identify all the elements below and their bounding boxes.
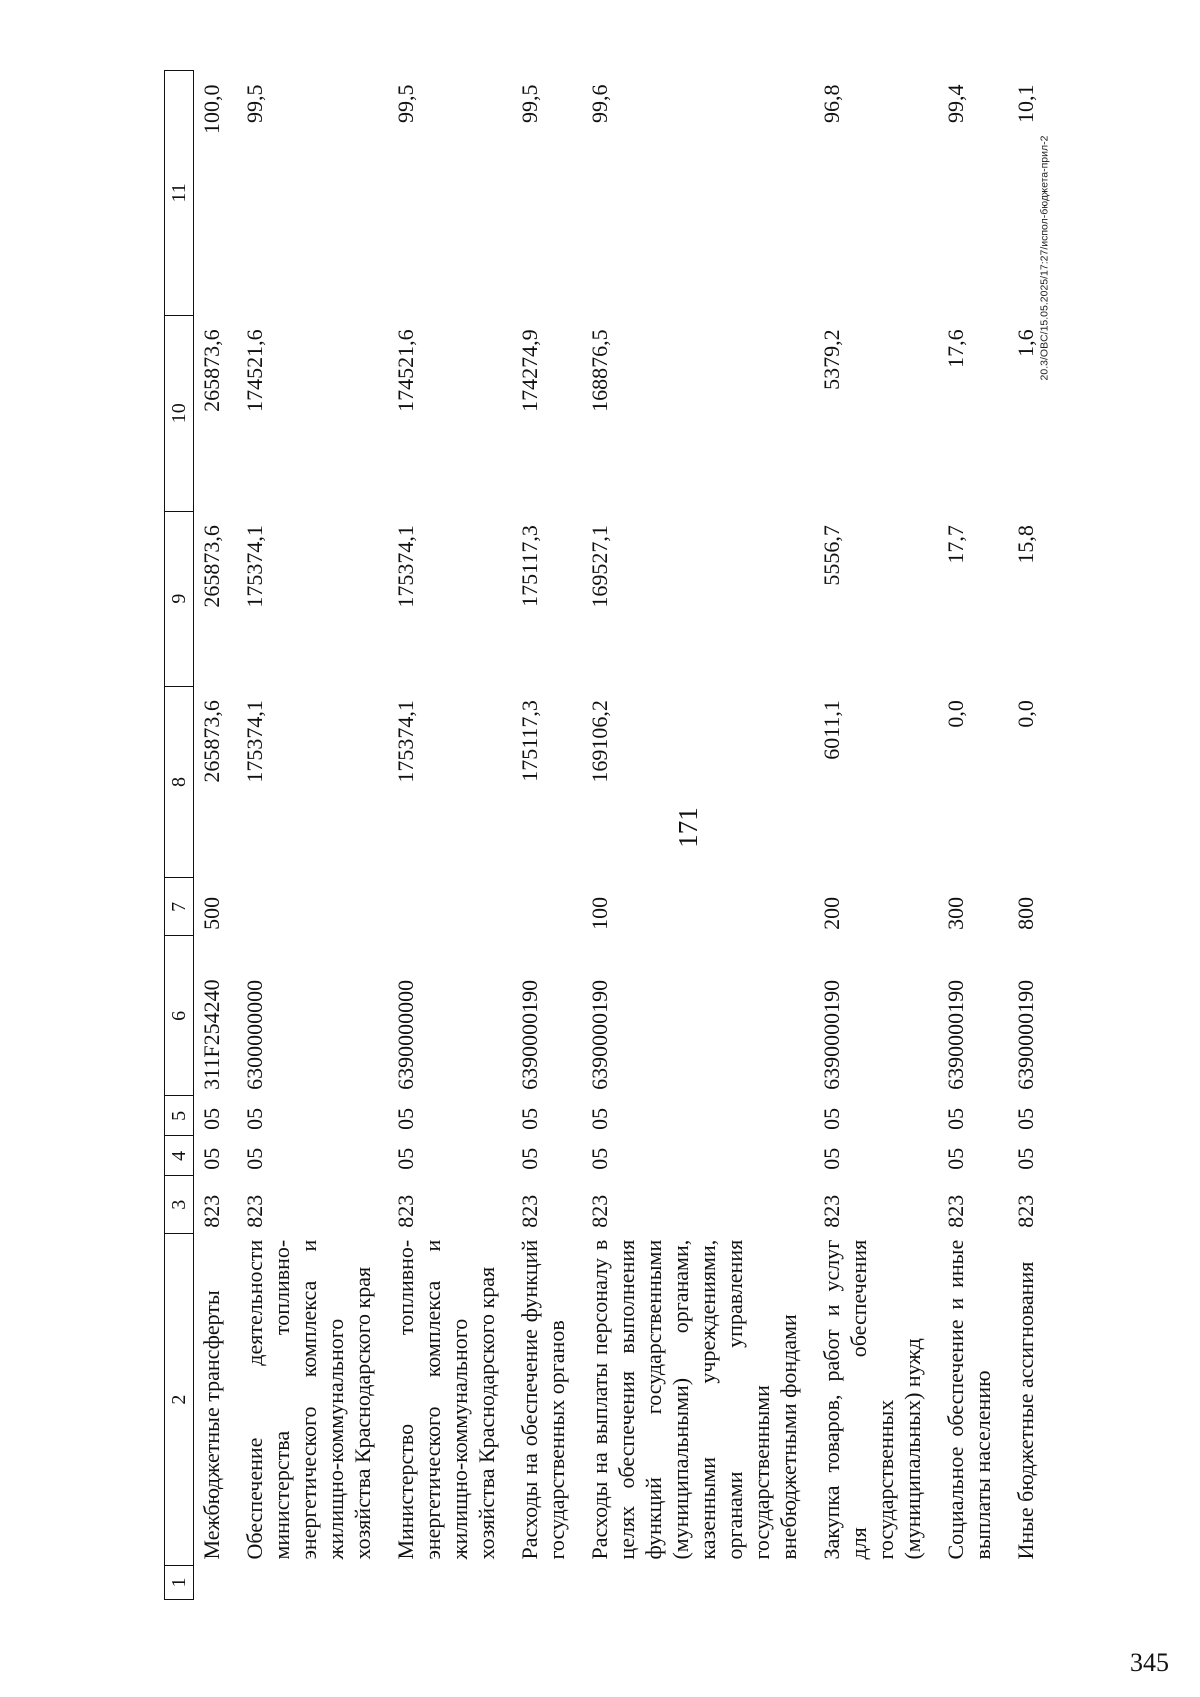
table-cell-c1 [194, 1566, 238, 1600]
column-header: 8 [165, 686, 194, 878]
table-cell-c11: 99,5 [393, 84, 418, 123]
table-cell-c6: 6390000190 [943, 979, 968, 1090]
table-cell-c3: 823 [242, 1194, 267, 1228]
table-cell-c4: 05 [943, 1147, 968, 1170]
table-cell-c2: Иные бюджетные ассигнования [1013, 1261, 1038, 1560]
column-header: 4 [165, 1136, 194, 1176]
table-cell-c6: 6390000190 [517, 979, 542, 1090]
table-cell-c5: 05 [943, 1107, 968, 1130]
table-cell-c1 [512, 1566, 582, 1600]
table-cell-c3: 823 [199, 1194, 224, 1228]
table-cell-c10: 1,6 [1013, 329, 1038, 357]
table-cell-c3: 823 [393, 1194, 418, 1228]
table-cell-c3: 823 [819, 1194, 844, 1228]
table-cell-c3: 823 [1013, 1194, 1038, 1228]
table-row [1008, 71, 1051, 1600]
table-cell-c11: 96,8 [819, 84, 844, 123]
column-header: 9 [165, 511, 194, 686]
table-cell-c11: 10,1 [1013, 84, 1038, 123]
table-cell-c4: 05 [517, 1147, 542, 1170]
table-cell-c4: 05 [199, 1147, 224, 1170]
table-cell-c6: 6390000190 [587, 979, 612, 1090]
table-cell-c1 [938, 1566, 1008, 1600]
table-cell-c4: 05 [242, 1147, 267, 1170]
table-cell-c2: Социальное обеспечение и иные выплаты населению [943, 1239, 995, 1560]
table-cell-c11: 99,5 [517, 84, 542, 123]
column-header: 7 [165, 878, 194, 936]
table-cell-c6: 311F254240 [199, 979, 224, 1090]
table-cell-c11: 100,0 [199, 84, 224, 134]
table-cell-c5: 05 [199, 1107, 224, 1130]
table-cell-c6: 6390000190 [1013, 979, 1038, 1090]
table-cell-c8: 0,0 [943, 700, 968, 728]
table-cell-c7: 200 [819, 896, 844, 930]
table-cell-c5: 05 [517, 1107, 542, 1130]
table-cell-c4: 05 [1013, 1147, 1038, 1170]
table-cell-c6: 6300000000 [242, 979, 267, 1090]
column-number-row [165, 71, 194, 1600]
table-cell-c8: 0,0 [1013, 700, 1038, 728]
column-header: 10 [165, 315, 194, 511]
table-body [194, 71, 1052, 1600]
table-cell-c7: 300 [943, 896, 968, 930]
table-row [938, 71, 1008, 1600]
table-cell-c5: 05 [1013, 1107, 1038, 1130]
budget-table [164, 70, 1051, 1600]
table-cell-c1 [1008, 1566, 1051, 1600]
table-cell-c9: 5556,7 [819, 525, 844, 586]
table-cell-c10: 5379,2 [819, 329, 844, 390]
table-cell-c5: 05 [393, 1107, 418, 1130]
table-cell-c9: 265873,6 [199, 525, 224, 608]
table-cell-c9: 17,7 [943, 525, 968, 564]
table-cell-c8: 169106,2 [587, 700, 612, 783]
table-cell-c6: 6390000000 [393, 979, 418, 1090]
table-cell-c5: 05 [587, 1107, 612, 1130]
column-header: 6 [165, 936, 194, 1096]
table-cell-c8: 265873,6 [199, 700, 224, 783]
table-row [512, 71, 582, 1600]
table-cell-c10: 17,6 [943, 329, 968, 368]
table-row [237, 71, 388, 1600]
column-header: 5 [165, 1096, 194, 1136]
table-cell-c9: 175117,3 [517, 525, 542, 607]
table-cell-c1 [814, 1566, 938, 1600]
table-cell-c8: 175117,3 [517, 700, 542, 782]
column-header: 1 [165, 1566, 194, 1600]
table-cell-c9: 175374,1 [242, 525, 267, 608]
table-cell-c4: 05 [393, 1147, 418, 1170]
table-row [814, 71, 938, 1600]
footer-path: 20.3/OBC/15.05.2025/17:27/испол-бюджета-прил-2 [1038, 135, 1051, 381]
rotated-table-container [164, 70, 1038, 1600]
table-cell-c5: 05 [819, 1107, 844, 1130]
table-cell-c2: Министерство топливно-энергетического комплекса и жилищно-коммунального хозяйства Краснодарского края [393, 1239, 499, 1560]
table-cell-c10: 168876,5 [587, 329, 612, 412]
table-cell-c2: Расходы на обеспечение функций государственных органов [517, 1239, 569, 1560]
table-cell-c3: 823 [587, 1194, 612, 1228]
table-cell-c7 [388, 878, 512, 936]
table-cell-c2: Закупка товаров, работ и услуг для обеспечения государственных (муниципальных) нужд [819, 1239, 925, 1560]
table-cell-c8: 175374,1 [393, 700, 418, 783]
table-cell-c7 [237, 878, 388, 936]
table-cell-c2: Обеспечение деятельности министерства топливно-энергетического комплекса и жилищно-коммунального хозяйства Краснодарского края [242, 1239, 375, 1560]
table-cell-c3: 823 [943, 1194, 968, 1228]
table-cell-c9: 169527,1 [587, 525, 612, 608]
table-cell-c10: 265873,6 [199, 329, 224, 412]
table-cell-c1 [388, 1566, 512, 1600]
column-header: 2 [165, 1234, 194, 1566]
table-cell-c4: 05 [819, 1147, 844, 1170]
table-cell-c11: 99,5 [242, 84, 267, 123]
table-cell-c9: 175374,1 [393, 525, 418, 608]
table-cell-c8: 6011,1 [819, 700, 844, 760]
column-header: 3 [165, 1176, 194, 1234]
table-row [582, 71, 814, 1600]
table-cell-c7: 500 [199, 896, 224, 930]
table-cell-c1 [582, 1566, 814, 1600]
table-cell-c5: 05 [242, 1107, 267, 1130]
table-row [194, 71, 238, 1600]
table-cell-c11: 99,4 [943, 84, 968, 123]
page-number: 171 [672, 807, 703, 848]
table-cell-c8: 175374,1 [242, 700, 267, 783]
table-cell-c6: 6390000190 [819, 979, 844, 1090]
table-row [388, 71, 512, 1600]
table-cell-c11: 99,6 [587, 84, 612, 123]
table-cell-c7 [512, 878, 582, 936]
table-cell-c9: 15,8 [1013, 525, 1038, 564]
table-cell-c2: Межбюджетные трансферты [199, 1290, 224, 1560]
table-cell-c7: 100 [587, 896, 612, 930]
table-cell-c10: 174274,9 [517, 329, 542, 412]
table-cell-c10: 174521,6 [393, 329, 418, 412]
table-cell-c2: Расходы на выплаты персоналу в целях обеспечения выполнения функций государственными (муниципальными) органами, казенными учреждениями, органами управления государственными внебюджетными фондами [587, 1239, 801, 1560]
table-cell-c1 [237, 1566, 388, 1600]
table-cell-c7: 800 [1013, 896, 1038, 930]
table-cell-c3: 823 [517, 1194, 542, 1228]
table-cell-c10: 174521,6 [242, 329, 267, 412]
table-cell-c4: 05 [587, 1147, 612, 1170]
column-header: 11 [165, 71, 194, 316]
bottom-page-number: 345 [1130, 1648, 1169, 1677]
